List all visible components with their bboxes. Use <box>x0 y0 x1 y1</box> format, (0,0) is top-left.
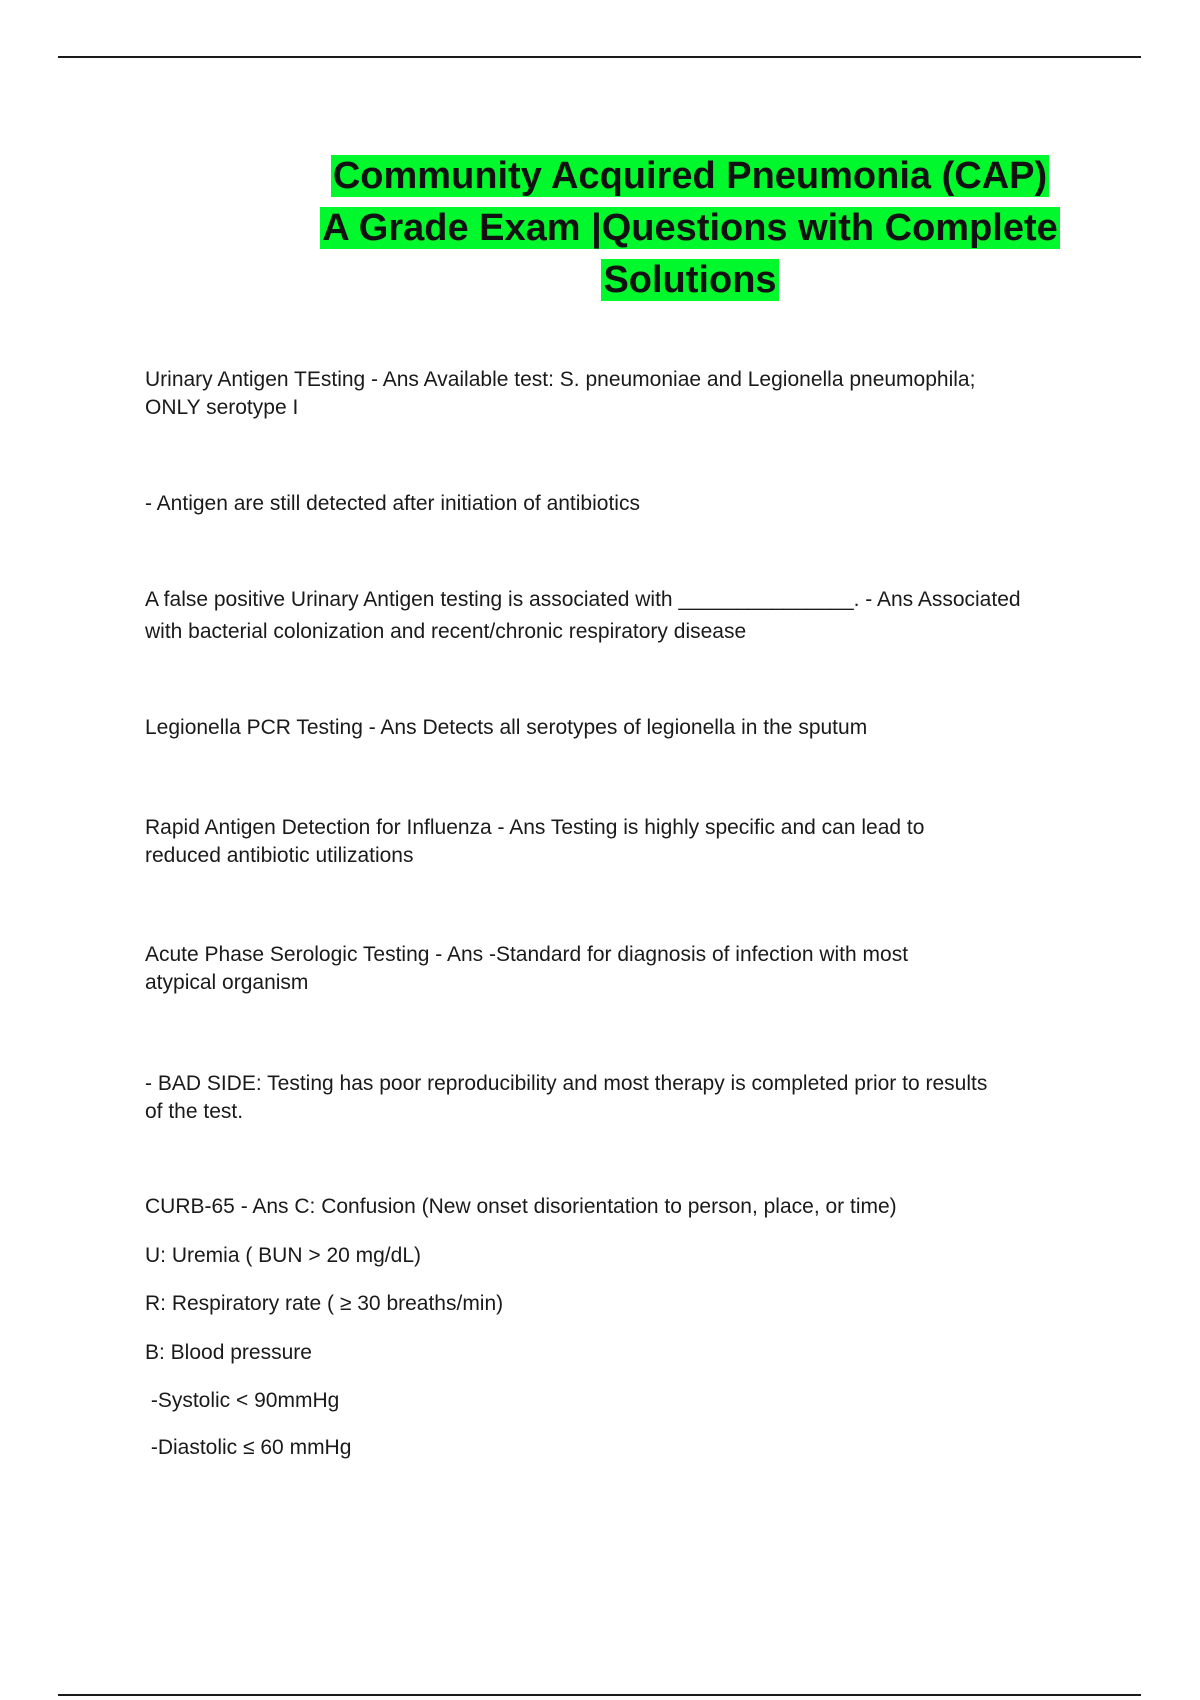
text-line: -Systolic < 90mmHg <box>145 1389 340 1412</box>
text-line: - Antigen are still detected after initiation of antibiotics <box>145 492 640 515</box>
qa-false-positive <box>145 586 1065 646</box>
text-line: with bacterial colonization and recent/chronic respiratory disease <box>145 620 747 643</box>
text-line: reduced antibiotic utilizations <box>145 844 414 867</box>
curb65-systolic <box>145 1387 1065 1415</box>
text-line: Rapid Antigen Detection for Influenza - Ans Testing is highly specific and can lead to <box>145 816 925 839</box>
text-line: atypical organism <box>145 971 309 994</box>
text-line: Legionella PCR Testing - Ans Detects all serotypes of legionella in the sputum <box>145 716 868 739</box>
text-line: -Diastolic ≤ 60 mmHg <box>145 1436 352 1459</box>
header-rule <box>58 56 1141 58</box>
qa-rapid-influenza <box>145 814 1065 870</box>
curb65-uremia <box>145 1242 1065 1270</box>
title-line: Community Acquired Pneumonia (CAP) <box>332 155 1048 197</box>
text-line: A false positive Urinary Antigen testing is associated with _______________. - Ans Associated <box>145 588 1021 611</box>
qa-curb65 <box>145 1193 1065 1221</box>
qa-acute-serologic <box>145 941 1065 997</box>
qa-urinary-antigen <box>145 366 1065 422</box>
text-line: - BAD SIDE: Testing has poor reproducibility and most therapy is completed prior to results <box>145 1072 988 1095</box>
title-line: A Grade Exam |Questions with Complete <box>322 207 1058 249</box>
curb65-respiratory <box>145 1290 1065 1318</box>
text-line: Acute Phase Serologic Testing - Ans -Standard for diagnosis of infection with most <box>145 943 909 966</box>
text-line: ONLY serotype I <box>145 396 299 419</box>
text-line: CURB-65 - Ans C: Confusion (New onset disorientation to person, place, or time) <box>145 1195 897 1218</box>
qa-antigen-detected <box>145 490 1065 518</box>
curb65-blood-pressure <box>145 1339 1065 1367</box>
document-title <box>300 150 1080 306</box>
text-line: Urinary Antigen TEsting - Ans Available test: S. pneumoniae and Legionella pneumophila; <box>145 368 976 391</box>
text-line: U: Uremia ( BUN > 20 mg/dL) <box>145 1244 421 1267</box>
text-line: R: Respiratory rate ( ≥ 30 breaths/min) <box>145 1292 504 1315</box>
title-line: Solutions <box>603 259 777 301</box>
text-line: of the test. <box>145 1100 244 1123</box>
qa-legionella-pcr <box>145 714 1065 742</box>
text-line: B: Blood pressure <box>145 1341 312 1364</box>
qa-bad-side <box>145 1070 1065 1126</box>
curb65-diastolic <box>145 1434 1065 1462</box>
footer-rule <box>58 1694 1141 1696</box>
